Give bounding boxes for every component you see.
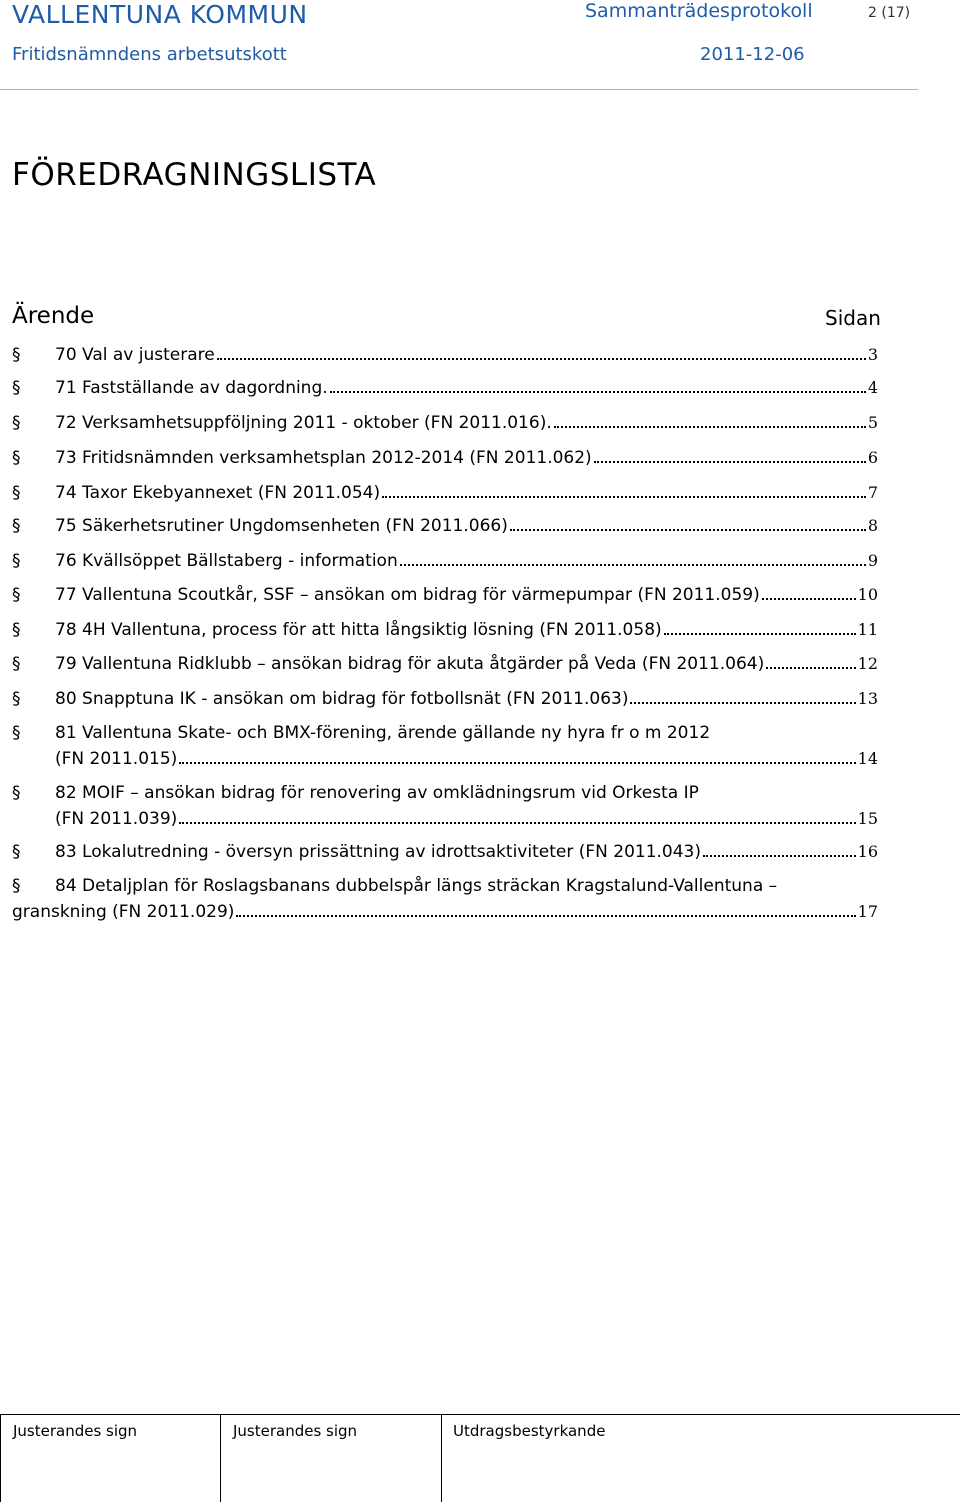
section-symbol: §: [12, 483, 21, 503]
agenda-item-title: 78 4H Vallentuna, process för att hitta långsiktig lösning (FN 2011.058): [55, 620, 662, 640]
signature-footer: [0, 1414, 960, 1502]
agenda-item-line: [55, 807, 878, 831]
meeting-date: 2011-12-06: [700, 44, 805, 65]
agenda-item-line: [55, 514, 878, 538]
footer-cell-sign1: [0, 1414, 138, 1502]
section-symbol: §: [12, 551, 21, 571]
agenda-item-title: 84 Detaljplan för Roslagsbanans dubbelspår längs sträckan Kragstalund-Vallentuna –: [55, 876, 778, 896]
agenda-item-line: [55, 411, 878, 435]
agenda-item-title: 82 MOIF – ansökan bidrag för renovering av omklädningsrum vid Orkesta IP: [55, 783, 699, 803]
section-symbol: §: [12, 783, 21, 803]
agenda-item-line: [55, 747, 878, 771]
section-symbol: §: [12, 413, 21, 433]
agenda-item-page: 12: [857, 654, 878, 673]
footer-label-sign1: Justerandes sign: [13, 1422, 138, 1440]
agenda-item-line: [55, 549, 878, 573]
dot-leader: [179, 822, 855, 824]
agenda-item-title-continued: (FN 2011.039): [55, 809, 178, 829]
section-symbol: §: [12, 620, 21, 640]
agenda-item-title: 73 Fritidsnämnden verksamhetsplan 2012-2014 (FN 2011.062): [55, 448, 592, 468]
agenda-item-page: 8: [867, 516, 878, 535]
dot-leader: [664, 633, 856, 635]
page-number: 2 (17): [868, 5, 911, 21]
agenda-item-line: [55, 652, 878, 676]
agenda-item-line: [55, 687, 878, 711]
dot-leader: [217, 358, 866, 360]
dot-leader: [762, 598, 856, 600]
agenda-item-line: [55, 618, 878, 642]
dot-leader: [554, 426, 866, 428]
footer-top-rule: [0, 1414, 960, 1415]
footer-cell-certify: [441, 1414, 606, 1502]
agenda-item-title: 83 Lokalutredning - översyn prissättning av idrottsaktiviteter (FN 2011.043): [55, 842, 701, 862]
agenda-item-page: 5: [867, 413, 878, 432]
agenda-item-page: 4: [867, 378, 878, 397]
agenda-item-title: 75 Säkerhetsrutiner Ungdomsenheten (FN 2011.066): [55, 516, 508, 536]
agenda-item-page: 15: [857, 809, 878, 828]
agenda-item-page: 11: [857, 620, 878, 639]
agenda-item-page: 3: [867, 345, 878, 364]
dot-leader: [630, 702, 855, 704]
section-symbol: §: [12, 585, 21, 605]
dot-leader: [766, 667, 855, 669]
agenda-item-title: 70 Val av justerare: [55, 345, 215, 365]
section-symbol: §: [12, 689, 21, 709]
dot-leader: [382, 496, 866, 498]
agenda-item-page: 6: [867, 448, 878, 467]
dot-leader: [703, 855, 856, 857]
footer-label-certify: Utdragsbestyrkande: [453, 1422, 606, 1440]
agenda-item-title: 79 Vallentuna Ridklubb – ansökan bidrag för akuta åtgärder på Veda (FN 2011.064): [55, 654, 765, 674]
document-type: Sammanträdesprotokoll: [585, 0, 813, 22]
agenda-item-line: [55, 840, 878, 864]
dot-leader: [510, 529, 866, 531]
agenda-item-title: 76 Kvällsöppet Bällstaberg - information: [55, 551, 398, 571]
agenda-item-line: [55, 343, 878, 367]
dot-leader: [400, 564, 866, 566]
agenda-item-line: [12, 900, 878, 924]
agenda-item-line: [55, 446, 878, 470]
page-title: FÖREDRAGNINGSLISTA: [12, 157, 377, 193]
agenda-item-line: [55, 583, 878, 607]
section-symbol: §: [12, 448, 21, 468]
agenda-item-line: [55, 481, 878, 505]
agenda-item-title: 74 Taxor Ekebyannexet (FN 2011.054): [55, 483, 381, 503]
section-symbol: §: [12, 516, 21, 536]
agenda-item-title: 71 Fastställande av dagordning.: [55, 378, 328, 398]
agenda-item-page: 16: [857, 842, 878, 861]
agenda-item-title: 72 Verksamhetsuppföljning 2011 - oktober (FN 2011.016).: [55, 413, 552, 433]
column-header-matter: Ärende: [12, 303, 95, 329]
agenda-item-page: 14: [857, 749, 878, 768]
footer-label-sign2: Justerandes sign: [233, 1422, 358, 1440]
dot-leader: [236, 915, 855, 917]
agenda-item-page: 9: [867, 551, 878, 570]
section-symbol: §: [12, 876, 21, 896]
agenda-item-line: [55, 376, 878, 400]
agenda-item-title-continued: (FN 2011.015): [55, 749, 178, 769]
agenda-item-title: 80 Snapptuna IK - ansökan om bidrag för fotbollsnät (FN 2011.063): [55, 689, 629, 709]
agenda-item-title: 77 Vallentuna Scoutkår, SSF – ansökan om bidrag för värmepumpar (FN 2011.059): [55, 585, 760, 605]
section-symbol: §: [12, 345, 21, 365]
section-symbol: §: [12, 842, 21, 862]
organization-name: VALLENTUNA KOMMUN: [12, 0, 308, 29]
section-symbol: §: [12, 723, 21, 743]
agenda-item-page: 10: [857, 585, 878, 604]
dot-leader: [179, 762, 855, 764]
agenda-item-title-continued: granskning (FN 2011.029): [12, 902, 235, 922]
dot-leader: [594, 461, 866, 463]
column-header-page: Sidan: [825, 306, 881, 330]
agenda-item-page: 7: [867, 483, 878, 502]
header-divider: [0, 89, 918, 90]
section-symbol: §: [12, 378, 21, 398]
agenda-item-page: 17: [857, 902, 878, 921]
committee-name: Fritidsnämndens arbetsutskott: [12, 44, 287, 65]
agenda-item-page: 13: [857, 689, 878, 708]
footer-cell-sign2: [220, 1414, 358, 1502]
section-symbol: §: [12, 654, 21, 674]
dot-leader: [330, 391, 866, 393]
agenda-item-title: 81 Vallentuna Skate- och BMX-förening, ärende gällande ny hyra fr o m 2012: [55, 723, 711, 743]
